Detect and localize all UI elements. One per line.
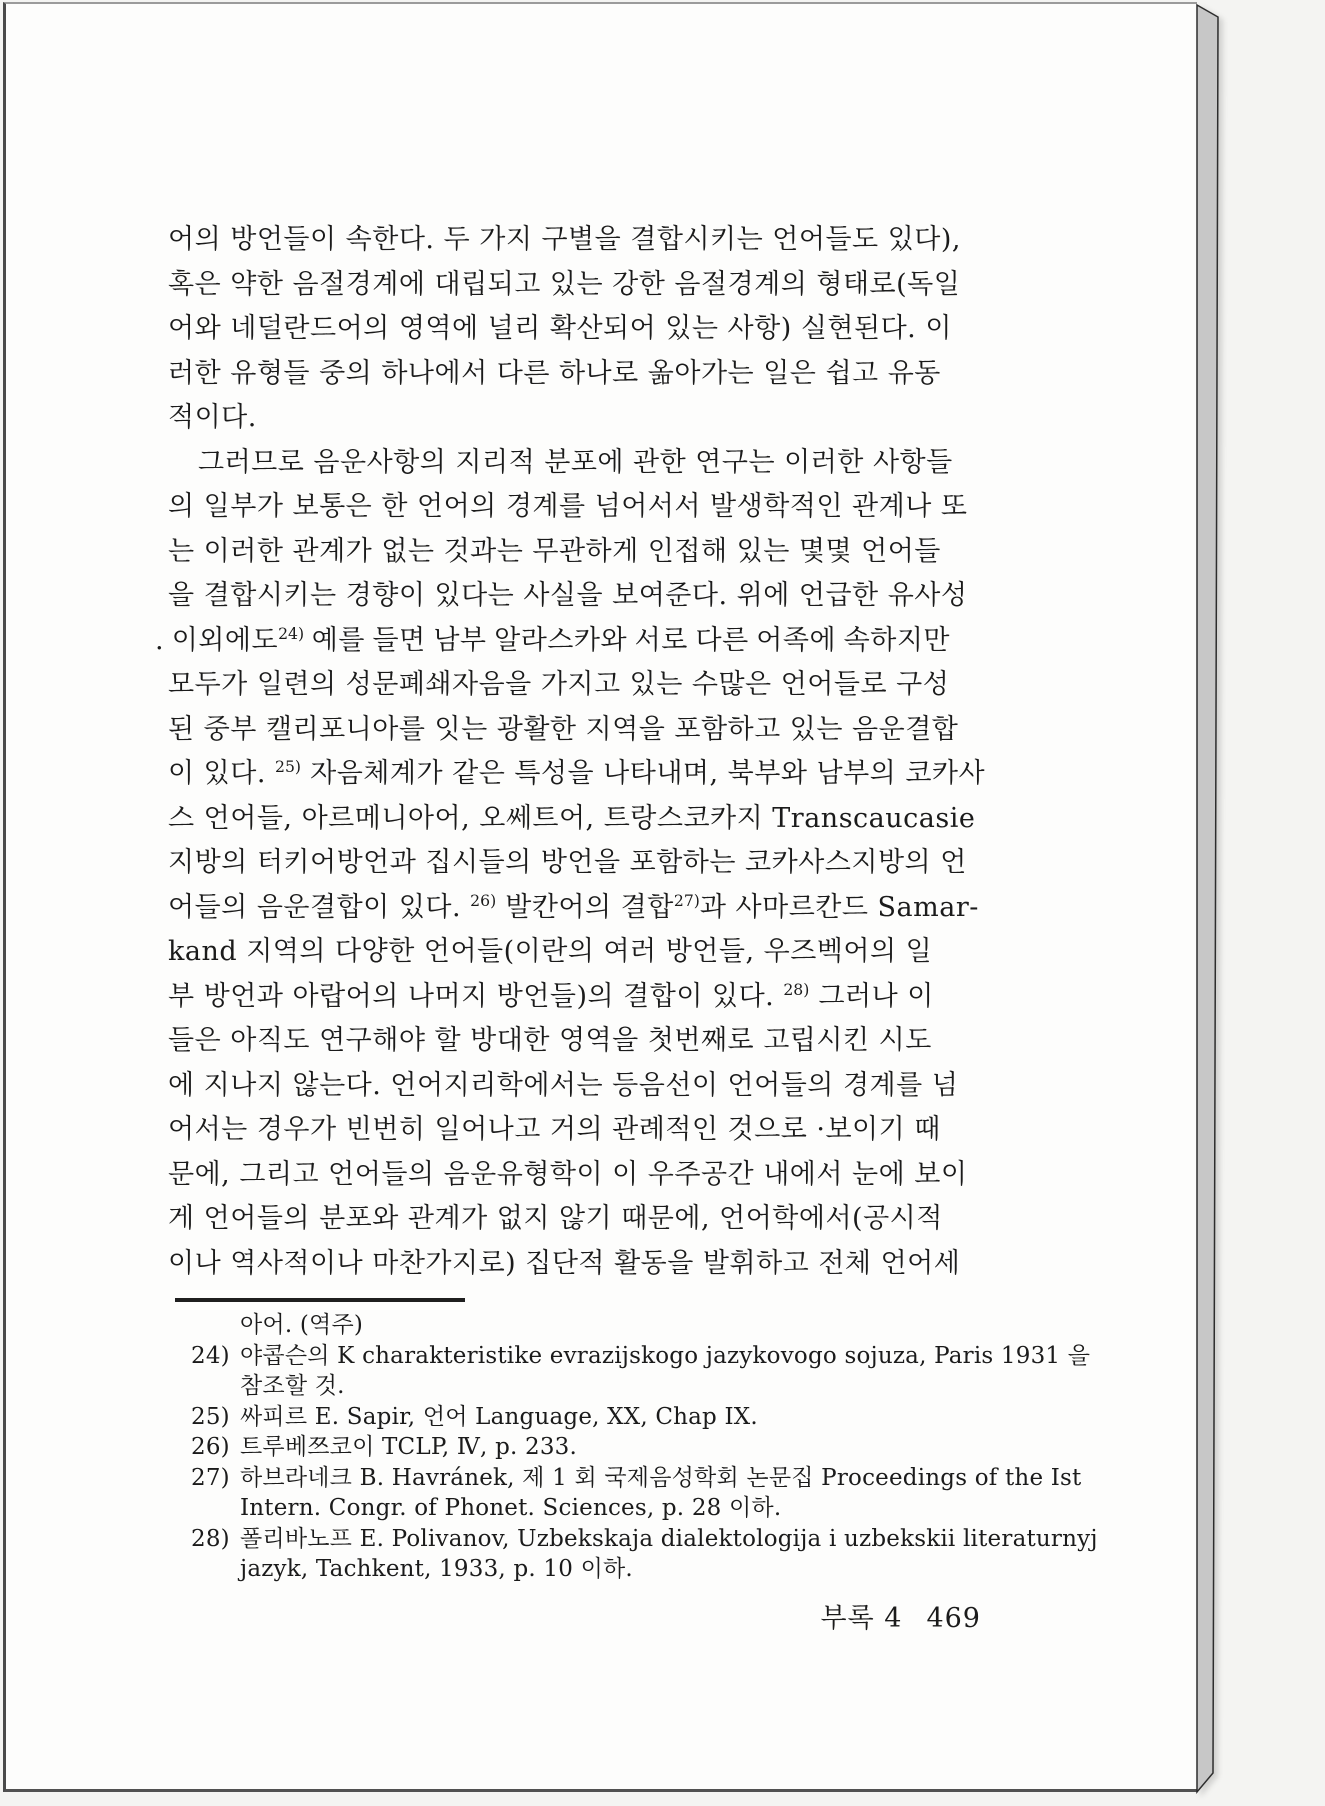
body-line-text: 이 있다. (168, 758, 275, 789)
body-line-text: 스 언어들, 아르메니아어, 오쎄트어, 트랑스코카지 Transcaucasie (168, 802, 976, 834)
footnote-row (191, 1524, 1098, 1555)
footnote-row (191, 1493, 1091, 1524)
footnote-text: 야콥슨의 K charakteristike evrazijskogo jazykovogo sojuza, Paris 1931 을 (240, 1342, 1091, 1369)
body-line-text: 그러므로 음운사항의 지리적 분포에 관한 연구는 이러한 사항들 (198, 446, 953, 478)
footnote-row (191, 1371, 1091, 1402)
body-line (168, 485, 1008, 530)
body-line (168, 797, 1008, 842)
footer-section-label: 부록 4 (820, 1603, 903, 1634)
footnote-number: 27) (191, 1464, 230, 1491)
body-line-text: 을 결합시키는 경향이 있다는 사실을 보여준다. 위에 언급한 유사성 (168, 580, 968, 611)
footnote-number: 26) (191, 1434, 230, 1460)
body-line (168, 1064, 1008, 1109)
body-line-text: 어와 네덜란드어의 영역에 널리 확산되어 있는 사항) 실현된다. 이 (168, 313, 952, 344)
body-line (155, 619, 1008, 664)
body-line-text: 어들의 음운결합이 있다. (168, 891, 471, 923)
body-line (168, 841, 1008, 886)
body-line-text: 어의 방언들이 속한다. 두 가지 구별을 결합시키는 언어들도 있다), (168, 224, 961, 255)
body-line-text: 어서는 경우가 빈번히 일어나고 거의 관례적인 것으로 ·보이기 때 (168, 1114, 941, 1145)
body-line (168, 352, 1008, 397)
body-line-text: 된 중부 캘리포니아를 잇는 광활한 지역을 포함하고 있는 음운결합 (168, 713, 959, 745)
body-line (168, 930, 1008, 975)
footnote-text: jazyk, Tachkent, 1933, p. 10 이하. (240, 1556, 633, 1582)
body-line-text: 모두가 일련의 성문폐쇄자음을 가지고 있는 수많은 언어들로 구성 (168, 669, 950, 700)
footnote-text: Intern. Congr. of Phonet. Sciences, p. 28 이하. (240, 1495, 782, 1521)
footnote-number: 24) (191, 1342, 230, 1369)
page-edge (1194, 0, 1236, 1806)
body-line (168, 441, 1008, 486)
body-text (155, 218, 1008, 1286)
body-line-text: 그러나 이 (809, 980, 934, 1012)
footnote-separator-rule (175, 1298, 465, 1302)
footnote-ref: 25) (275, 757, 302, 776)
body-line (168, 752, 1008, 797)
footnote-ref: 28) (783, 979, 810, 999)
footnotes (191, 1310, 1098, 1585)
footnote-text: 폴리바노프 E. Polivanov, Uzbekskaja dialektologija i uzbekskii literaturnyj (240, 1525, 1098, 1552)
body-line (168, 218, 1008, 263)
footnote-row (191, 1432, 1091, 1463)
footnote-text: 트루베쯔코이 TCLP, Ⅳ, p. 233. (240, 1434, 578, 1460)
body-line-text: 예를 들면 남부 알라스카와 서로 다른 어족에 속하지만 (304, 624, 951, 656)
body-line-text: 부 방언과 아랍어의 나머지 방언들)의 결합이 있다. (168, 980, 784, 1012)
body-line-text: 발칸어의 결합 (496, 891, 674, 923)
page-footer (701, 1596, 981, 1635)
body-line-text: 과 사마르칸드 Samar- (699, 891, 979, 923)
body-line (168, 530, 1008, 575)
footnote-text: 아어. (역주) (240, 1312, 364, 1338)
footnote-ref: 26) (470, 890, 497, 910)
footnote-ref: 24) (278, 623, 305, 643)
footnote-number: 25) (191, 1403, 230, 1430)
body-line (168, 708, 1008, 753)
body-line (168, 396, 1008, 441)
footnote-text: 하브라네크 B. Havránek, 제 1 회 국제음성학회 논문집 Proceedings of the Ist (240, 1464, 1082, 1491)
body-line (168, 1197, 1008, 1242)
body-line-text: 문에, 그리고 언어들의 음운유형학이 이 우주공간 내에서 눈에 보이 (168, 1158, 968, 1190)
body-line-text: 자음체계가 같은 특성을 나타내며, 북부와 남부의 코카사 (301, 758, 986, 789)
footer-page-number: 469 (926, 1603, 981, 1634)
footnote-row (191, 1554, 1091, 1585)
footnote-text: 싸피르 E. Sapir, 언어 Language, XX, Chap IX. (240, 1403, 758, 1430)
body-line (168, 1108, 1008, 1153)
body-line (168, 886, 1008, 931)
footnote-row (191, 1402, 1091, 1433)
body-line (168, 1019, 1008, 1064)
body-line-text: 적이다. (168, 402, 257, 433)
footnote-row (191, 1463, 1091, 1494)
body-line-text: 러한 유형들 중의 하나에서 다른 하나로 옮아가는 일은 쉽고 유동 (168, 357, 941, 389)
footnote-row (191, 1341, 1091, 1372)
body-line-text: 들은 아직도 연구해야 할 방대한 영역을 첫번째로 고립시킨 시도 (168, 1025, 932, 1056)
body-line-text: 이나 역사적이나 마찬가지로) 집단적 활동을 발휘하고 전체 언어세 (168, 1247, 961, 1279)
body-line-text: kand 지역의 다양한 언어들(이란의 여러 방언들, 우즈벡어의 일 (168, 936, 933, 967)
body-line-text: 는 이러한 관계가 없는 것과는 무관하게 인접해 있는 몇몇 언어들 (168, 535, 941, 567)
body-line (168, 1242, 1008, 1287)
body-line (168, 574, 1008, 619)
footnote-number: 28) (191, 1525, 230, 1552)
footnote-ref: 27) (673, 890, 700, 910)
body-line (168, 307, 1008, 352)
body-line-text: 혹은 약한 음절경계에 대립되고 있는 강한 음절경계의 형태로(독일 (168, 268, 961, 300)
body-line-text: 에 지나지 않는다. 언어지리학에서는 등음선이 언어들의 경계를 넘 (168, 1069, 959, 1101)
body-line-text: 게 언어들의 분포와 관계가 없지 않기 때문에, 언어학에서(공시적 (168, 1203, 943, 1234)
body-line-text: 지방의 터키어방언과 집시들의 방언을 포함하는 코카사스지방의 언 (168, 847, 967, 878)
footnote-text: 참조할 것. (240, 1373, 345, 1399)
body-line-text: . 이외에도 (155, 624, 279, 656)
footnote-row (191, 1310, 1091, 1341)
body-line (168, 975, 1008, 1020)
body-line (168, 263, 1008, 308)
body-line-text: 의 일부가 보통은 한 언어의 경계를 넘어서서 발생학적인 관계나 또 (168, 491, 968, 522)
body-line (168, 1153, 1008, 1198)
body-line (168, 663, 1008, 708)
book-page (3, 2, 1197, 1792)
